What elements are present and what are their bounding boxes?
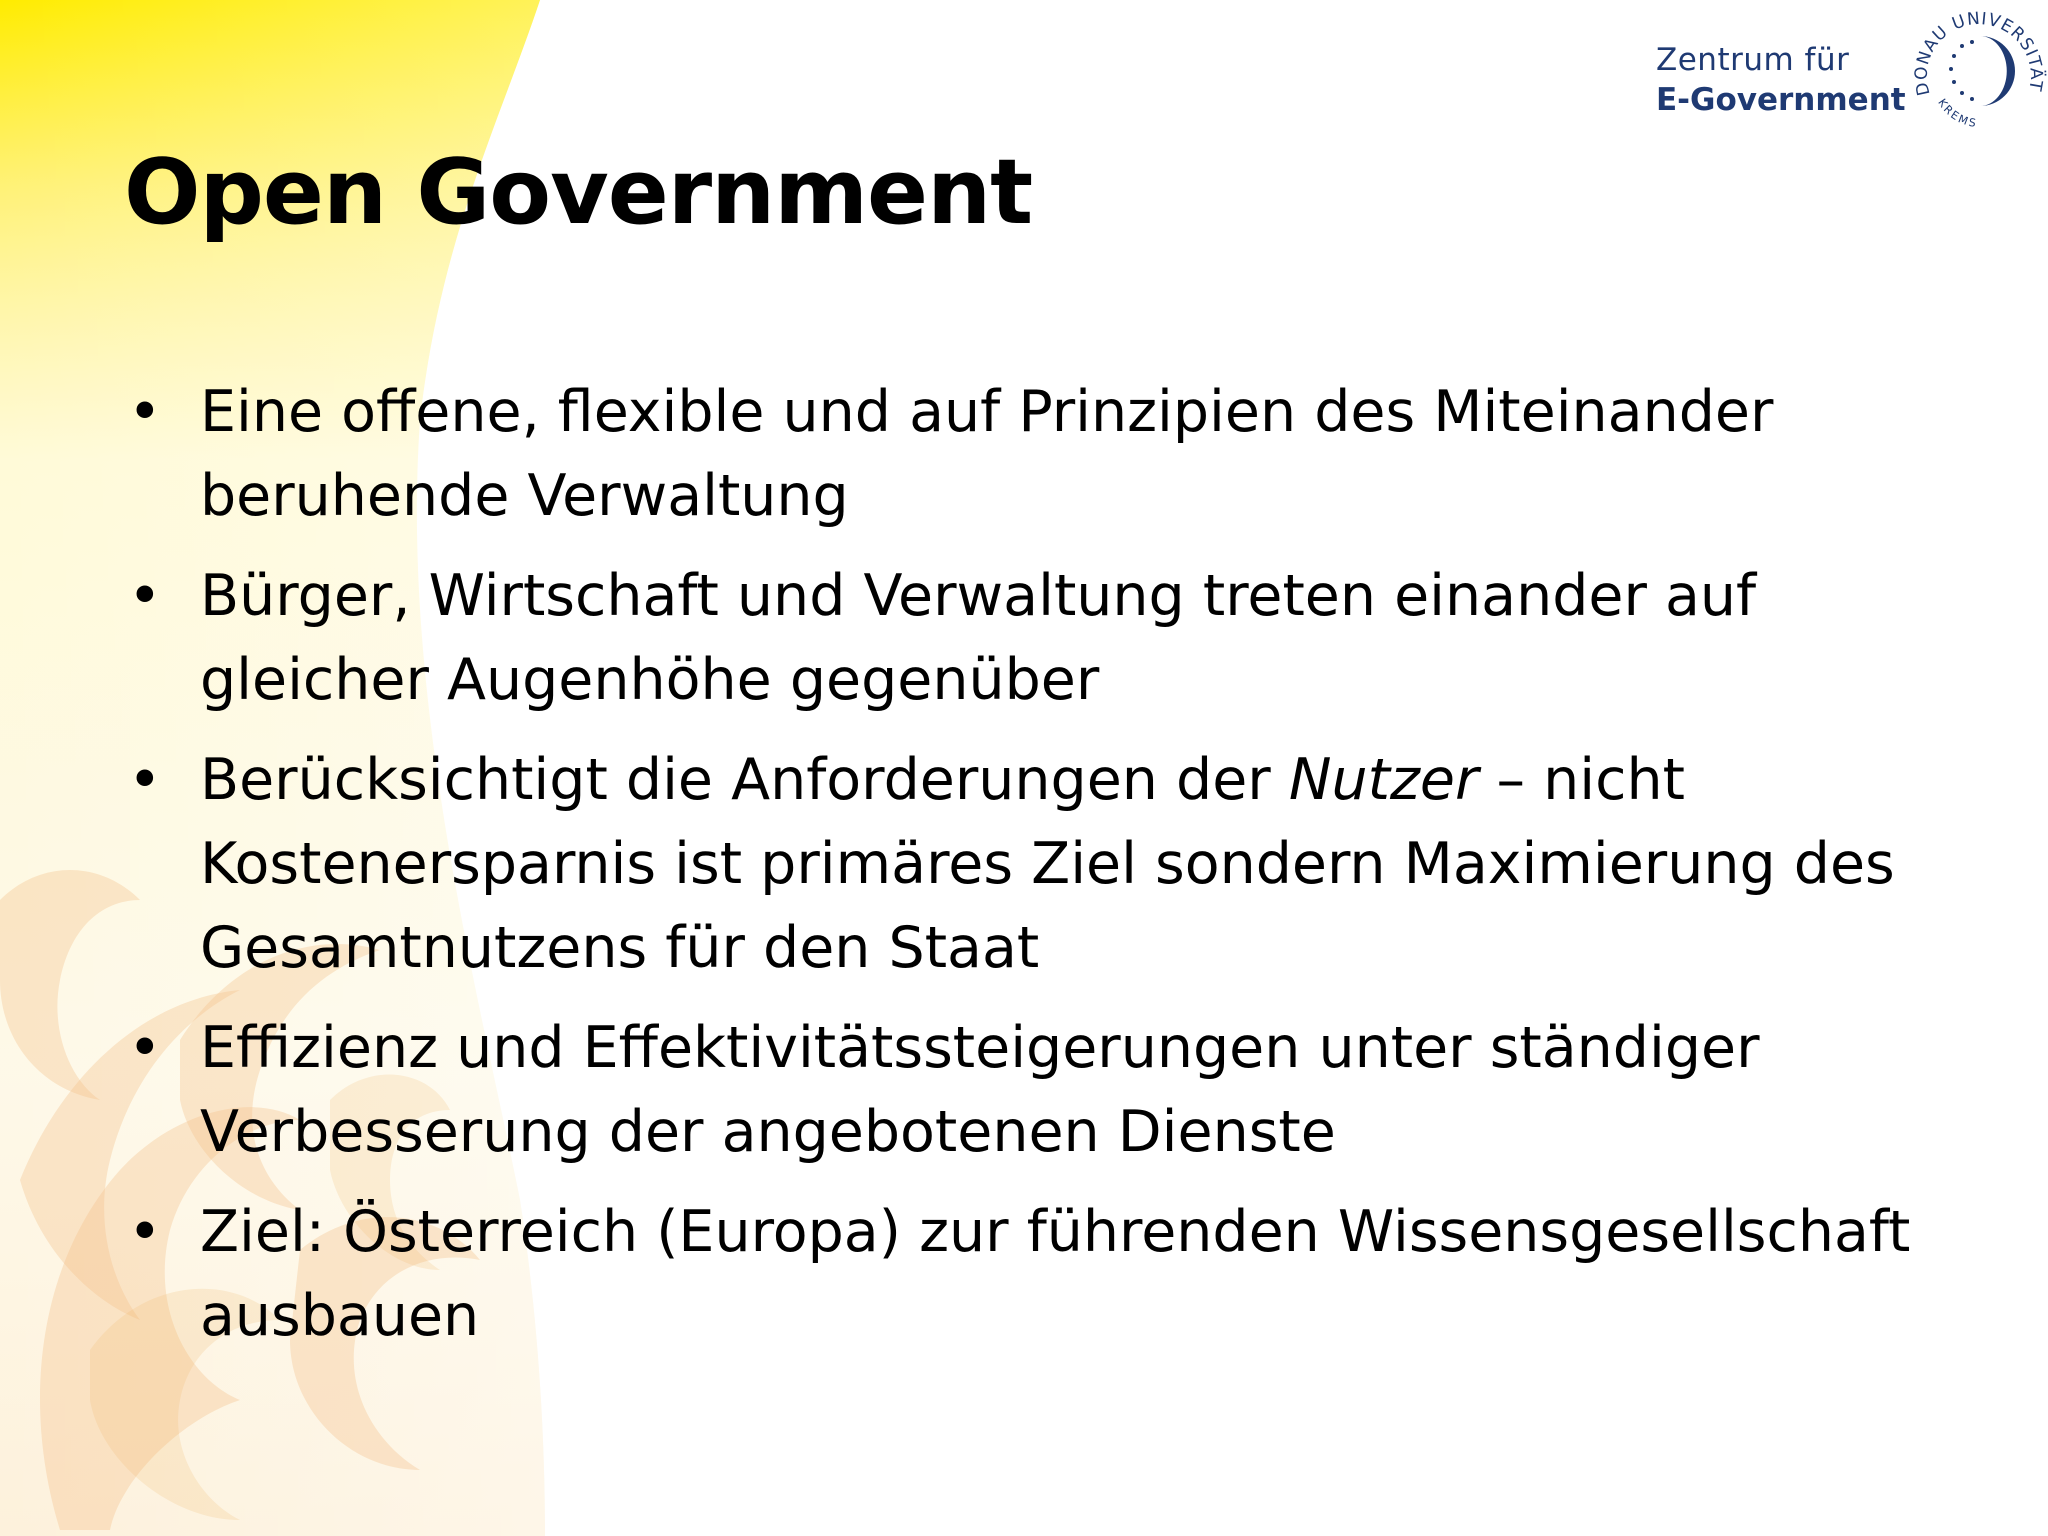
logo-line-egovernment: E-Government (1656, 82, 1906, 118)
bullet-text-line: Verbesserung der angebotenen Dienste (200, 1099, 1336, 1165)
bullet-dot-icon: • (128, 1015, 162, 1081)
slide-title: Open Government (124, 140, 1033, 245)
bullet-text-line: Effizienz und Effektivitätssteigerungen unter ständiger (200, 1015, 1760, 1081)
bullet-text-line (200, 738, 1944, 822)
seal-stars (1949, 40, 1974, 101)
university-seal-icon (1908, 2, 2048, 142)
bullet-dot-icon: • (128, 563, 162, 629)
bullet-text-segment: – nicht (1478, 747, 1685, 813)
bullet-dot-icon: • (128, 1199, 162, 1265)
bullet-text-segment: Berücksichtigt die Anforderungen der (200, 747, 1289, 813)
seal-text-top: DONAU UNIVERSITÄT (1911, 8, 2047, 98)
bullet-dot-icon: • (128, 747, 162, 813)
logo-line-zentrum: Zentrum für (1656, 42, 1850, 78)
logo (1648, 0, 2048, 150)
bullet-text-line: gleicher Augenhöhe gegenüber (200, 647, 1100, 713)
bullet-text-emphasis: Nutzer (1288, 747, 1479, 813)
bullet-text-line: Eine offene, flexible und auf Prinzipien des Miteinander (200, 379, 1774, 445)
bullet-text-line: Ziel: Österreich (Europa) zur führenden Wissensgesellschaft (200, 1199, 1911, 1265)
bullet-item (124, 370, 1944, 538)
bullet-text-line: Bürger, Wirtschaft und Verwaltung treten einander auf (200, 563, 1757, 629)
bullet-list (124, 370, 1944, 1374)
seal-text-bottom: KREMS (1935, 96, 1979, 131)
bullet-item (124, 1006, 1944, 1174)
bullet-item (124, 1190, 1944, 1358)
seal-crescent-shape (1980, 36, 2015, 106)
bullet-item (124, 554, 1944, 722)
svg-text:KREMS (1935, 96, 1978, 130)
bullet-text-line: ausbauen (200, 1283, 480, 1349)
bullet-dot-icon: • (128, 379, 162, 445)
bullet-text-line: Gesamtnutzens für den Staat (200, 915, 1040, 981)
bullet-text-line: Kostenersparnis ist primäres Ziel sondern Maximierung des (200, 831, 1895, 897)
logo-text (1656, 40, 1906, 120)
bullet-item (124, 738, 1944, 990)
bullet-text-line: beruhende Verwaltung (200, 463, 849, 529)
svg-text:DONAU UNIVERSITÄT (1912, 9, 2048, 98)
